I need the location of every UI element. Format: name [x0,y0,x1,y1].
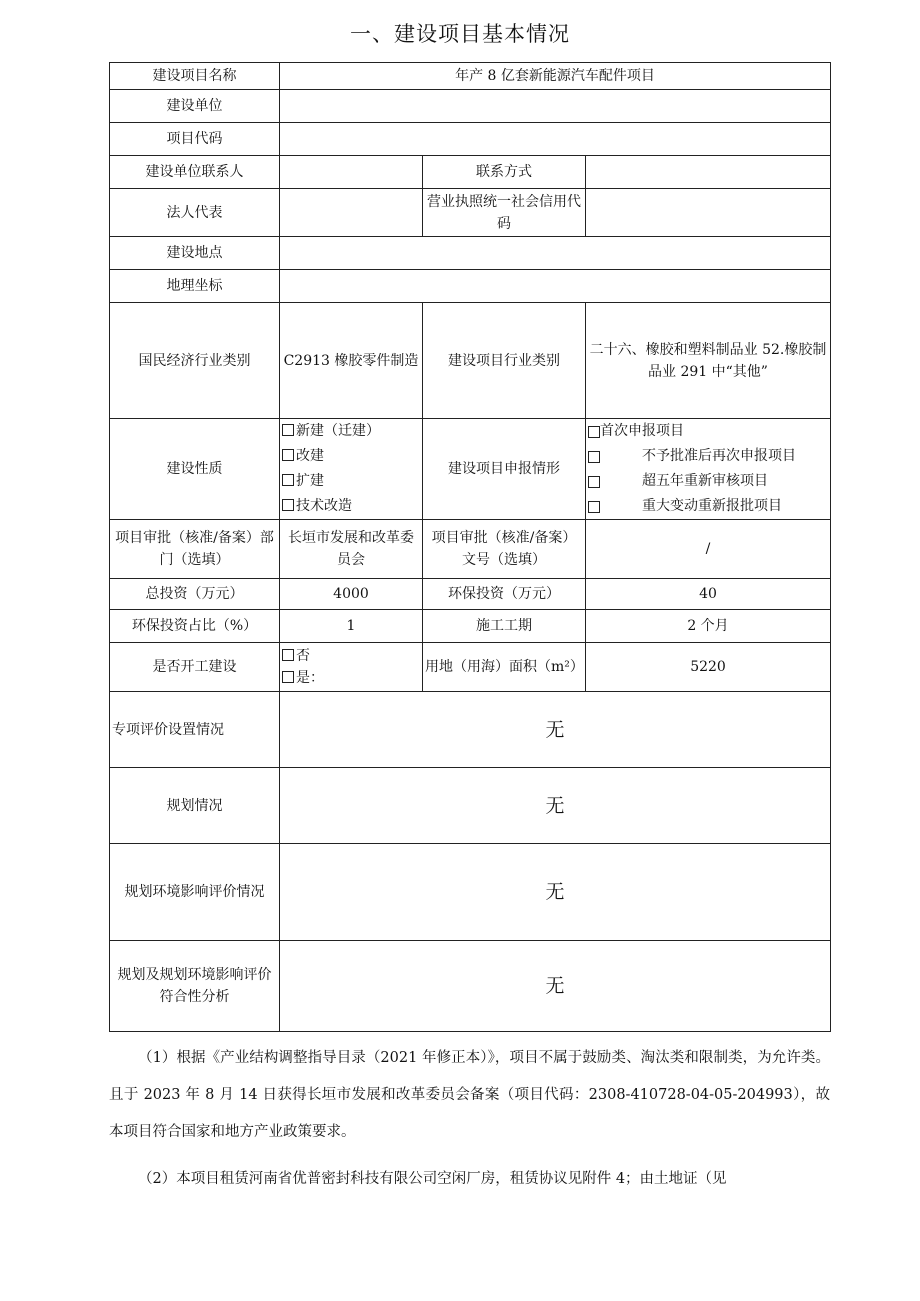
started-option-no[interactable]: 否 [282,645,420,667]
code-value [280,123,831,156]
builder-label: 建设单位 [110,90,280,123]
contact-method-label: 联系方式 [423,156,586,189]
env-invest-value: 40 [586,579,831,610]
contact-method-value [586,156,831,189]
declare-option-major-change[interactable]: 重大变动重新报批项目 [588,494,828,519]
total-invest-label: 总投资（万元） [110,579,280,610]
nature-options [280,419,423,520]
checkbox-icon [282,474,294,486]
location-label: 建设地点 [110,237,280,270]
checkbox-icon [588,426,600,438]
area-value: 5220 [586,643,831,692]
declare-options [586,419,831,520]
project-name-label: 建设项目名称 [110,63,280,90]
declare-label: 建设项目申报情形 [423,419,586,520]
coord-label: 地理坐标 [110,270,280,303]
checkbox-icon [588,451,600,463]
project-industry-value: 二十六、橡胶和塑料制品业 52.橡胶制品业 291 中“其他” [586,303,831,419]
project-industry-label: 建设项目行业类别 [423,303,586,419]
checkbox-icon [282,449,294,461]
nature-option-tech[interactable]: 技术改造 [282,494,420,519]
nature-option-expand[interactable]: 扩建 [282,469,420,494]
plan-value: 无 [280,768,831,844]
approval-doc-value: / [586,520,831,579]
total-invest-value: 4000 [280,579,423,610]
credit-value [586,189,831,237]
declare-option-five-years[interactable]: 超五年重新审核项目 [588,469,828,494]
paragraph-1: （1）根据《产业结构调整指导目录（2021 年修正本）》，项目不属于鼓励类、淘汰类和限制类，为允许类。且于 2023 年 8 月 14 日获得长垣市发展和改革委员会备案（项目代码：2308-410728-04-05-204993），故本项目符合国家和地方产业政策要求。 [109,1050,830,1140]
checkbox-icon [282,499,294,511]
started-options [280,643,423,692]
started-label: 是否开工建设 [110,643,280,692]
env-ratio-label: 环保投资占比（%） [110,610,280,643]
contact-label: 建设单位联系人 [110,156,280,189]
plan-conform-value: 无 [280,941,831,1032]
plan-label: 规划情况 [110,768,280,844]
checkbox-icon [588,501,600,513]
nature-option-rebuild[interactable]: 改建 [282,444,420,469]
period-value: 2 个月 [586,610,831,643]
env-invest-label: 环保投资（万元） [423,579,586,610]
declare-option-rejected[interactable]: 不予批准后再次申报项目 [588,444,828,469]
area-label: 用地（用海）面积（m²） [423,643,586,692]
coord-value [280,270,831,303]
industry-value: C2913 橡胶零件制造 [280,303,423,419]
project-name-value: 年产 8 亿套新能源汽车配件项目 [280,63,831,90]
checkbox-icon [282,671,294,683]
plan-env-value: 无 [280,844,831,941]
declare-option-first[interactable]: 首次申报项目 [588,419,828,444]
nature-label: 建设性质 [110,419,280,520]
nature-option-new[interactable]: 新建（迁建） [282,419,420,444]
location-value [280,237,831,270]
builder-value [280,90,831,123]
env-ratio-value: 1 [280,610,423,643]
approval-dept-value: 长垣市发展和改革委员会 [280,520,423,579]
special-value: 无 [280,692,831,768]
started-option-yes[interactable]: 是： [282,667,420,689]
page-title: 一、建设项目基本情况 [350,22,570,46]
special-label: 专项评价设置情况 [110,692,280,768]
checkbox-icon [282,424,294,436]
code-label: 项目代码 [110,123,280,156]
paragraph-2: （2）本项目租赁河南省优普密封科技有限公司空闲厂房，租赁协议见附件 4；由土地证（见 [138,1171,727,1187]
project-info-table [109,62,831,1032]
legal-label: 法人代表 [110,189,280,237]
contact-value [280,156,423,189]
plan-conform-label: 规划及规划环境影响评价符合性分析 [110,941,280,1032]
legal-value [280,189,423,237]
checkbox-icon [282,649,294,661]
plan-env-label: 规划环境影响评价情况 [110,844,280,941]
credit-label: 营业执照统一社会信用代码 [423,189,586,237]
period-label: 施工工期 [423,610,586,643]
approval-doc-label: 项目审批（核准/备案）文号（选填） [423,520,586,579]
approval-dept-label: 项目审批（核准/备案）部门（选填） [110,520,280,579]
checkbox-icon [588,476,600,488]
industry-label: 国民经济行业类别 [110,303,280,419]
